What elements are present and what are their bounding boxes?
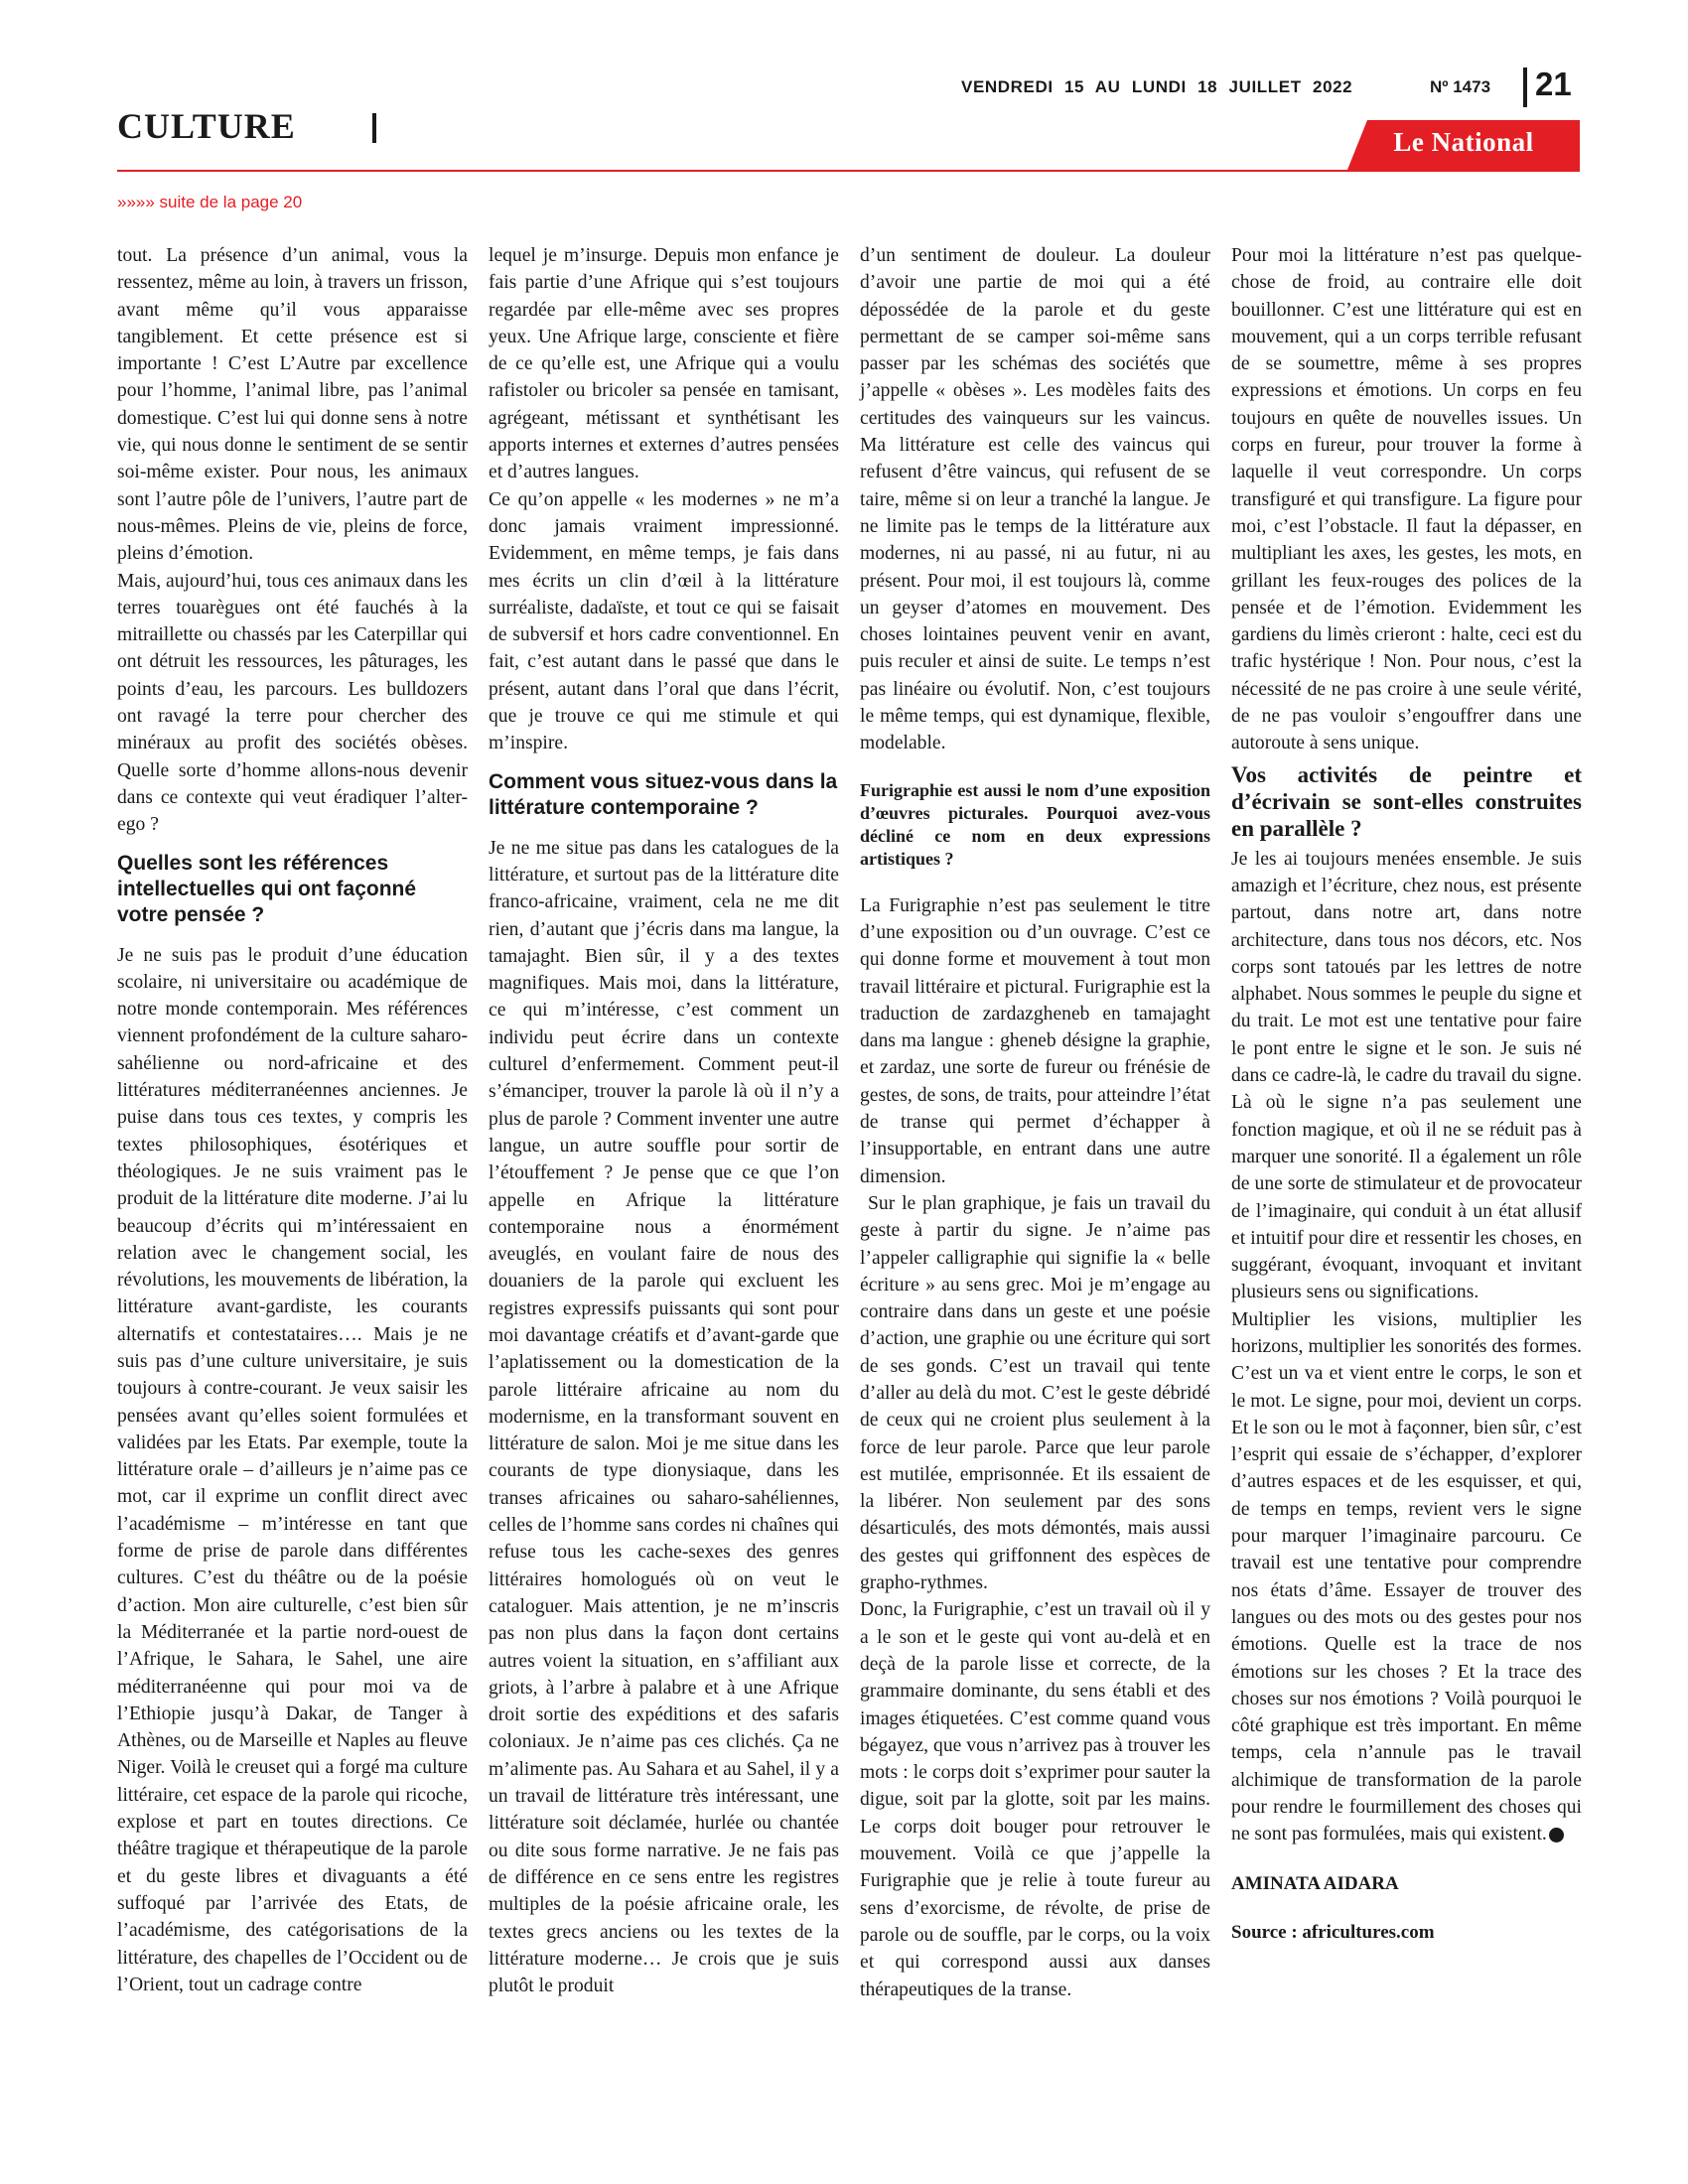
paragraph: La Furigraphie n’est pas seulement le titre d’une exposition ou d’un ouvrage. C’est ce qui donne forme et mouvement à tout mon travail littéraire et pictural. Furigraphie est la traduction de zardazgheneb en tamajaght dans ma langue : gheneb désigne la graphie, et zardaz, une sorte de fureur ou frénésie de gestes, de sons, de traits, pour atteindre l’état de transe qui permet d’échapper à l’insupportable, en entrant dans une autre dimension.	[860, 894, 1210, 1187]
brand-name: Le National	[1393, 127, 1534, 157]
question-heading: Vos activités de peintre et d’écrivain se sont-elles construites en parallèle ?	[1231, 761, 1582, 841]
article-column-3	[860, 242, 1210, 2003]
paragraph: lequel je m’insurge. Depuis mon enfance je fais partie d’une Afrique qui s’est toujours regardée par elle-même avec ses propres yeux. Une Afrique large, consciente et fière de ce qu’elle est, une Afrique qui a voulu rafistoler ou bricoler sa pensée en tamisant, agrégeant, métissant et synthétisant les apports internes et externes d’autres pensées et d’autres langues.	[489, 245, 839, 483]
paragraph: Ce qu’on appelle « les modernes » ne m’a donc jamais vraiment impressionné. Evidemment, en même temps, je fais dans mes écrits un clin d’œil à la littérature surréaliste, dadaïste, et tout ce qui se faisait de subversif et hors cadre conventionnel. En fait, c’est autant dans le passé que dans le présent, autant dans l’oral que dans l’écrit, que je trouve ce qui me stimule et qui m’inspire.	[489, 488, 839, 754]
paragraph: Je ne me situe pas dans les catalogues de la littérature, et surtout pas de la littérature dite franco-africaine, vraiment, cela ne me dit rien, d’autant que j’écris dans ma langue, la tamajaght. Bien sûr, il y a des textes magnifiques. Mais moi, dans la littérature, ce qui m’intéresse, c’est comment un individu peut écrire dans un contexte culturel d’enfermement. Comment peut-il s’émanciper, trouver la parole là où il n’y a plus de parole ? Comment inventer une autre langue, un autre souffle pour sortir de l’étouffement ? Je pense que ce que l’on appelle en Afrique la littérature contemporaine nous a énormément aveuglés, en voulant faire de nous des douaniers de la parole qui excluent les registres expressifs puissants qui sont pour moi davantage créatifs et d’avant-garde que l’aplatissement ou la domestication de la parole littéraire africaine au nom du modernisme, en la transformant souvent en littérature de salon. Moi je me situe dans les courants de type dionysiaque, dans les transes africaines ou saharo-sahéliennes, celles de l’homme sans cordes ni chaînes qui refuse tous les cache-sexes des genres littéraires homologués où on veut le cataloguer. Mais attention, je ne m’inscris pas non plus dans la façon dont certains autres voient la situation, en s’affiliant aux griots, à l’arbre à palabre et à une Afrique droit sortie des expéditions et des safaris coloniaux. Je n’aime pas ces clichés. Ça ne m’alimente pas. Au Sahara et au Sahel, il y a un travail de littérature très intéressant, une littérature soit déclamée, hurlée ou chantée ou dite sous forme narrative. Je ne fais pas de différence en ce sens entre les registres multiples de la poésie africaine orale, les textes grecs anciens ou les textes de la littérature moderne… Je crois que je suis plutôt le produit	[489, 837, 839, 1997]
continued-from-link[interactable]: »»»» suite de la page 20	[117, 193, 303, 211]
question-heading: Comment vous situez-vous dans la littérature contemporaine ?	[489, 769, 838, 819]
issue-date: VENDREDI 15 AU LUNDI 18 JUILLET 2022	[961, 77, 1353, 96]
page-number: 21	[1535, 66, 1572, 102]
paragraph: Sur le plan graphique, je fais un travail du geste à partir du signe. Je n’aime pas l’appeler calligraphie qui signifie la « belle écriture » au sens grec. Moi je m’engage au contraire dans dans un geste et une poésie d’action, une graphie ou une écriture qui sort de ses gonds. C’est un travail qui tente d’aller au delà du mot. C’est le geste débridé de ceux qui ne croient plus seulement à la force de leur parole. Parce que leur parole est mutilée, emprisonnée. Et ils essaient de la libérer. Non seulement par des sons désarticulés, des mots démontés, mais aussi des gestes qui griffonnent des espèces de grapho-rythmes.	[860, 1192, 1210, 1594]
article-column-4	[1231, 242, 1582, 1946]
question-heading: Quelles sont les références intellectuelles qui ont façonné votre pensée ?	[117, 851, 417, 926]
paragraph	[1231, 1306, 1582, 1848]
section-title: CULTURE	[117, 106, 296, 146]
masthead-divider	[1523, 68, 1527, 107]
source-credit: Source : africultures.com	[1231, 1921, 1435, 1943]
issue-number: Nº 1473	[1430, 77, 1491, 96]
question-heading: Furigraphie est aussi le nom d’une exposition d’œuvres picturales. Pourquoi avez-vous décliné ce nom en deux expressions artistiques ?	[860, 779, 1210, 869]
section-divider	[372, 113, 376, 143]
paragraph: d’un sentiment de douleur. La douleur d’avoir une partie de moi qui a été dépossédée de la parole et du geste permettant de se camper soi-même sans passer par les schémas des sociétés que j’appelle « obèses ». Les modèles faits des certitudes des vainqueurs sur les vaincus. Ma littérature est celle des vaincus qui refusent d’être vaincus, qui refusent de se taire, même si on leur a tranché la langue. Je ne limite pas le temps de la littérature aux modernes, ni au passé, ni au futur, ni au présent. Pour moi, il est toujours là, comme un geyser d’atomes en mouvement. Des choses lointaines peuvent venir en avant, puis reculer et ainsi de suite. Le temps n’est pas linéaire ou évolutif. Non, c’est toujours le même temps, qui est dynamique, flexible, modelable.	[860, 245, 1210, 754]
article-column-1	[117, 242, 468, 1998]
header-rule	[117, 170, 1580, 172]
paragraph: tout. La présence d’un animal, vous la ressentez, même au loin, à travers un frisson, avant même qu’il vous apparaisse tangiblement. Et cette présence est si importante ! C’est L’Autre par excellence pour l’homme, l’animal libre, pas l’animal domestique. C’est lui qui donne sens à notre vie, qui nous donne le sentiment de se sentir soi-même exister. Pour nous, les animaux sont l’autre pôle de l’univers, l’autre part de nous-mêmes. Pleins de vie, pleins de force, pleins d’émotion.	[117, 245, 468, 565]
article-column-2	[489, 242, 839, 1999]
paragraph: Pour moi la littérature n’est pas quelque-chose de froid, au contraire elle doit bouillonner. C’est une littérature qui est en mouvement, qui a un corps terrible refusant de se soumettre, même à ses propres expressions et émotions. Un corps en feu toujours en quête de nouvelles issues. Un corps en fureur, pour trouver la forme à laquelle il veut correspondre. Un corps transfiguré et qui transfigure. La figure pour moi, c’est l’obstacle. Il faut la dépasser, en multipliant les axes, les gestes, les mots, en grillant les feux-rouges des polices de la pensée et de l’émotion. Evidemment les gardiens du limès crieront : halte, ceci est du trafic hystérique ! Non. Pour nous, c’est la nécessité de ne pas croire à une seule vérité, de ne pas vouloir s’engouffrer dans une autoroute à sens unique.	[1231, 245, 1582, 754]
end-of-article-icon	[1549, 1828, 1564, 1843]
paragraph: Je ne suis pas le produit d’une éducation scolaire, ni universitaire ou académique de notre monde contemporain. Mes références viennent profondément de la culture saharo-sahélienne ou nord-africaine et des littératures méditerranéennes anciennes. Je puise dans tous ces textes, y compris les textes philosophiques, ésotériques et théologiques. Je ne suis vraiment pas le produit de la littérature dite moderne. J’ai lu beaucoup d’écrits qui m’intéressaient en relation avec le changement social, les révolutions, les mouvements de libération, la littérature avant-gardiste, les courants alternatifs et contestataires…. Mais je ne suis pas d’une culture universitaire, je suis toujours à contre-courant. Je veux saisir les pensées avant qu’elles soient formulées et validées par les Etats. Par exemple, toute la littérature orale – d’ailleurs je n’aime pas ce mot, car il exprime un conflit direct avec l’académisme – m’intéresse en tant que forme de prise de parole dans différentes cultures. C’est du théâtre ou de la poésie d’action. Mon aire culturelle, c’est bien sûr la Méditerranée et la partie nord-ouest de l’Afrique, le Sahara, le Sahel, une aire méditerranéenne qui pour moi va de l’Ethiopie jusqu’à Dakar, de Tanger à Athènes, ou de Marseille et Naples au fleuve Niger. Voilà le creuset qui a forgé ma culture littéraire, cet espace de la parole qui ricoche, explose et part en toutes directions. Ce théâtre tragique et thérapeutique de la parole et du geste libres et divaguants a été suffoqué par l’arrivée des Etats, de l’académisme, des catégorisations de la littérature, des chapelles de l’Occident ou de l’Orient, tout un cadrage contre	[117, 944, 468, 1995]
paragraph: Mais, aujourd’hui, tous ces animaux dans les terres touarègues ont été fauchés à la mitraillette ou chassés par les Caterpillar qui ont détruit les ressources, les pâturages, les points d’eau, les parcours. Les bulldozers ont ravagé la terre pour chercher des minéraux au profit des sociétés obèses. Quelle sorte d’homme allons-nous devenir dans ce contexte qui veut éradiquer l’alter-ego ?	[117, 570, 468, 836]
paragraph: Je les ai toujours menées ensemble. Je suis amazigh et l’écriture, chez nous, est présente partout, dans notre art, dans notre architecture, dans tous nos décors, etc. Nos corps sont tatoués par les lettres de notre alphabet. Nous sommes le peuple du signe et du trait. Le mot est une tentative pour faire le pont entre le signe et le son. Je suis né dans ce cadre-là, le cadre du travail du signe. Là où le signe n’a pas seulement une fonction magique, et où il ne se réduit pas à marquer une sonorité. Il a également un rôle de une sorte de stimulateur et de provocateur de l’imaginaire, qui conduit à un état allusif et intuitif pour dire et ressentir les choses, en suggérant, évoquant, invoquant et invitant plusieurs sens ou significations.	[1231, 848, 1582, 1303]
paragraph: Donc, la Furigraphie, c’est un travail où il y a le son et le geste qui vont au-delà et en deçà de la parole lisse et correcte, de la grammaire dominante, du sens établi et des images étiquetées. C’est comme quand vous bégayez, que vous n’arrivez pas à trouver les mots : le corps doit s’exprimer pour sauter la digue, soit par la glotte, soit par les mains. Le corps doit bouger pour retrouver le mouvement. Voilà ce que j’appelle la Furigraphie que je relie à toute fureur au sens d’exorcisme, de révolte, de prise de parole ou de souffle, par le corps, ou la voix et qui correspond aussi aux danses thérapeutiques de la transe.	[860, 1599, 1210, 2000]
author-byline: AMINATA AIDARA	[1231, 1872, 1399, 1894]
paragraph-text: Multiplier les visions, multiplier les horizons, multiplier les sonorités des formes. C’est un va et vient entre le corps, le son et le mot. Le signe, pour moi, devient un corps. Et le son ou le mot à façonner, bien sûr, c’est l’esprit qui essaie de s’échapper, d’explorer d’autres espaces et de les esquisser, et qui, de temps en temps, revient vers le signe pour marquer l’imaginaire parcouru. Ce travail est une tentative pour comprendre nos états d’âme. Essayer de trouver des langues ou des mots ou des gestes pour nos émotions. Quelle est la trace de nos émotions sur les choses ? Et la trace des choses sur nos émotions ? Voilà pourquoi le côté graphique est très important. En même temps, cela n’annule pas le travail alchimique de transformation de la parole pour rendre le fourmillement des choses qui ne sont pas formulées, mais qui existent.	[1231, 1308, 1582, 1845]
